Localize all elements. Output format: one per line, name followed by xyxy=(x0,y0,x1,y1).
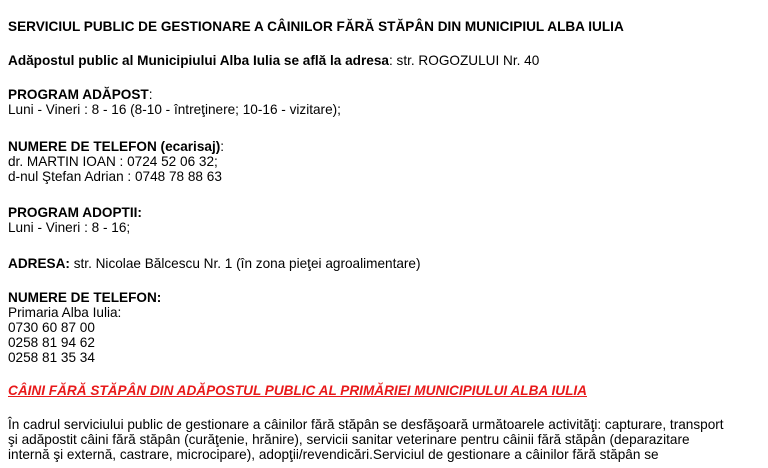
phones-heading: NUMERE DE TELEFON: xyxy=(8,290,162,305)
shelter-dogs-link[interactable]: CÂINI FĂRĂ STĂPÂN DIN ADĂPOSTUL PUBLIC AL PRIMĂRIEI MUNICIPIULUI ALBA IULIA xyxy=(8,383,587,398)
paragraph-line: internă şi externă, castrare, microcipare), adopţii/revendicări.Serviciul de gestionare a câinilor fără stăpân se xyxy=(8,447,659,462)
ecarisaj-phones-colon: : xyxy=(220,139,225,154)
adoption-program-hours: Luni - Vineri : 8 - 16; xyxy=(8,220,131,235)
paragraph-line: şi adăpostit câini fără stăpân (curăţenie, hrănire), servicii sanitar veterinare pentru câinii fără stăpân (deparazitare xyxy=(8,432,690,447)
shelter-address-label: Adăpostul public al Municipiului Alba Iulia se află la adresa xyxy=(8,53,389,68)
phone-line: 0258 81 35 34 xyxy=(8,350,95,365)
adoption-address xyxy=(8,256,421,271)
adoption-address-value: str. Nicolae Bălcescu Nr. 1 (în zona pieţei agroalimentare) xyxy=(69,256,421,271)
phone-line: 0730 60 87 00 xyxy=(8,320,95,335)
phones-section xyxy=(8,290,161,365)
ecarisaj-phone-line: d-nul Ştefan Adrian : 0748 78 88 63 xyxy=(8,169,222,184)
shelter-address-value: : str. ROGOZULUI Nr. 40 xyxy=(388,53,540,68)
phone-line: 0258 81 94 62 xyxy=(8,335,95,350)
activities-paragraph xyxy=(8,417,760,462)
adoption-program-heading: PROGRAM ADOPTII: xyxy=(8,205,142,220)
shelter-program-hours: Luni - Vineri : 8 - 16 (8-10 - întreţinere; 10-16 - vizitare); xyxy=(8,102,341,117)
ecarisaj-phones xyxy=(8,139,224,184)
adoption-program xyxy=(8,205,142,235)
phone-line: Primaria Alba Iulia: xyxy=(8,305,122,320)
paragraph-line: În cadrul serviciului public de gestionare a câinilor fără stăpân se desfăşoară următoarele activităţi: capturare, transport xyxy=(8,417,724,432)
ecarisaj-phones-heading: NUMERE DE TELEFON (ecarisaj) xyxy=(8,139,221,154)
shelter-address xyxy=(8,53,539,68)
shelter-program-colon: : xyxy=(148,87,153,102)
shelter-program-heading: PROGRAM ADĂPOST xyxy=(8,87,149,102)
ecarisaj-phone-line: dr. MARTIN IOAN : 0724 52 06 32; xyxy=(8,154,218,169)
shelter-program xyxy=(8,87,341,117)
page-title: SERVICIUL PUBLIC DE GESTIONARE A CÂINILOR FĂRĂ STĂPÂN DIN MUNICIPIUL ALBA IULIA xyxy=(8,19,624,34)
adoption-address-label: ADRESA: xyxy=(8,256,70,271)
